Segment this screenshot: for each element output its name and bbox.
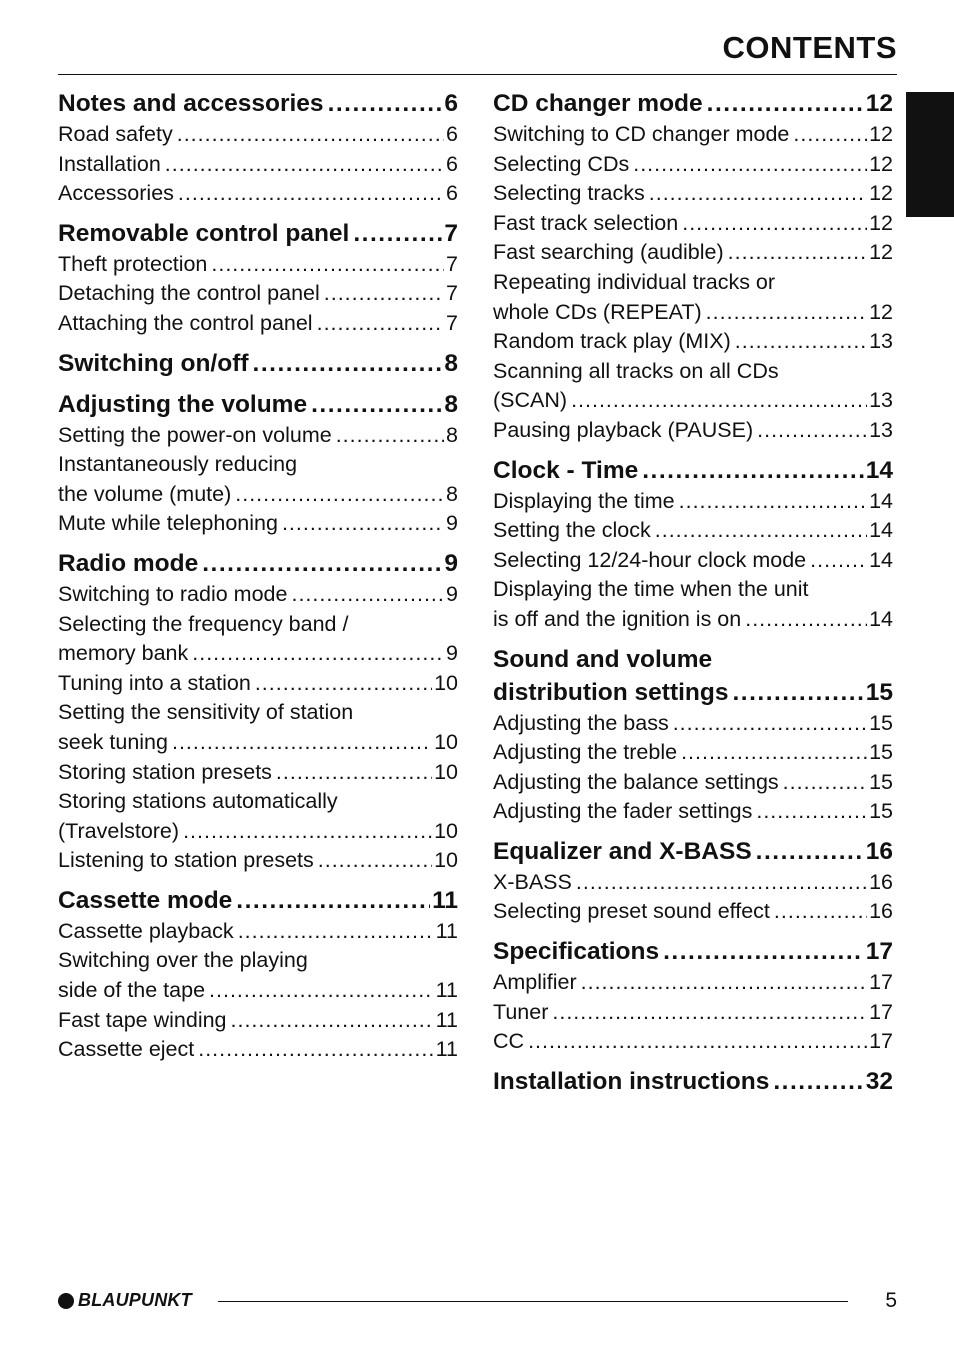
toc-entry[interactable] bbox=[493, 238, 893, 268]
toc-page-number: 12 bbox=[869, 299, 893, 324]
toc-page-number: 11 bbox=[435, 918, 458, 943]
toc-entry[interactable] bbox=[58, 1006, 458, 1036]
section-tab-marker bbox=[906, 92, 954, 217]
toc-entry-title: Theft protection bbox=[58, 251, 208, 276]
dot-leader bbox=[552, 998, 867, 1028]
toc-entry[interactable] bbox=[493, 1027, 893, 1057]
toc-entry-title: Storing station presets bbox=[58, 759, 272, 784]
toc-entry-title: Switching over the playing bbox=[58, 948, 308, 973]
dot-leader bbox=[810, 546, 867, 576]
dot-leader bbox=[581, 968, 867, 998]
toc-entry-title: the volume (mute) bbox=[58, 481, 232, 506]
dot-leader bbox=[231, 1006, 434, 1036]
toc-section[interactable] bbox=[493, 835, 893, 868]
toc-section[interactable] bbox=[58, 388, 458, 421]
page-number: 5 bbox=[885, 1289, 897, 1312]
dot-leader bbox=[649, 179, 867, 209]
toc-page-number: 16 bbox=[869, 869, 893, 894]
toc-page-number: 12 bbox=[869, 240, 893, 265]
dot-leader bbox=[706, 298, 867, 328]
toc-entry-title: Detaching the control panel bbox=[58, 281, 320, 306]
toc-entry[interactable] bbox=[493, 327, 893, 357]
toc-section-title: Equalizer and X-BASS bbox=[493, 837, 752, 865]
dot-leader bbox=[757, 416, 867, 446]
toc-entry-title: Listening to station presets bbox=[58, 848, 314, 873]
toc-entry-title: Adjusting the balance settings bbox=[493, 769, 779, 794]
toc-page-number: 13 bbox=[869, 329, 893, 354]
toc-entry[interactable] bbox=[58, 639, 458, 669]
toc-page-number: 8 bbox=[446, 481, 458, 506]
toc-section-title: Removable control panel bbox=[58, 219, 350, 247]
toc-page-number: 12 bbox=[869, 210, 893, 235]
toc-entry-title: (SCAN) bbox=[493, 388, 568, 413]
dot-leader bbox=[642, 454, 864, 487]
dot-leader bbox=[576, 868, 867, 898]
toc-right-column bbox=[493, 87, 893, 1098]
toc-entry[interactable] bbox=[58, 669, 458, 699]
toc-page-number: 7 bbox=[444, 219, 458, 247]
toc-page-number: 7 bbox=[446, 251, 458, 276]
toc-page-number: 32 bbox=[865, 1067, 893, 1095]
dot-leader bbox=[681, 738, 867, 768]
toc-entry[interactable] bbox=[58, 509, 458, 539]
toc-entry-title: Selecting 12/24-hour clock mode bbox=[493, 547, 807, 572]
toc-entry[interactable] bbox=[58, 610, 458, 640]
toc-page-number: 6 bbox=[444, 90, 458, 117]
toc-entry[interactable] bbox=[58, 150, 458, 180]
dot-leader bbox=[192, 639, 444, 669]
toc-page-number: 10 bbox=[434, 759, 458, 784]
toc-entry-title: Tuning into a station bbox=[58, 670, 251, 695]
dot-leader bbox=[291, 580, 444, 610]
toc-entry-title: Mute while telephoning bbox=[58, 511, 278, 536]
dot-leader bbox=[682, 209, 867, 239]
toc-entry[interactable] bbox=[493, 209, 893, 239]
toc-page-number: 7 bbox=[446, 310, 458, 335]
dot-leader bbox=[211, 250, 444, 280]
toc-page-number: 14 bbox=[869, 488, 893, 513]
toc-section-title: Cassette mode bbox=[58, 886, 233, 914]
toc-entry[interactable] bbox=[58, 250, 458, 280]
dot-leader bbox=[317, 309, 444, 339]
toc-entry-title: Displaying the time when the unit bbox=[493, 577, 809, 602]
toc-entry-title: Adjusting the fader settings bbox=[493, 799, 753, 824]
toc-entry-title: Tuner bbox=[493, 999, 549, 1024]
dot-leader bbox=[756, 835, 864, 868]
toc-entry-title: seek tuning bbox=[58, 729, 168, 754]
toc-entry-title: Switching to CD changer mode bbox=[493, 122, 790, 146]
toc-entry-title: CC bbox=[493, 1029, 525, 1054]
toc-entry-title: Storing stations automatically bbox=[58, 789, 338, 814]
dot-leader bbox=[177, 120, 444, 150]
toc-entry[interactable] bbox=[493, 797, 893, 827]
toc-section[interactable] bbox=[493, 1065, 893, 1098]
toc-entry-title: Setting the power-on volume bbox=[58, 422, 332, 447]
brand-name: BLAUPUNKT bbox=[78, 1290, 192, 1310]
toc-page-number: 14 bbox=[869, 518, 893, 543]
dot-leader bbox=[238, 917, 434, 947]
toc-page-number: 8 bbox=[444, 349, 458, 377]
toc-section[interactable] bbox=[58, 884, 458, 917]
toc-entry-title: whole CDs (REPEAT) bbox=[493, 299, 702, 324]
toc-entry-title: Displaying the time bbox=[493, 488, 675, 513]
toc-page-number: 15 bbox=[869, 799, 893, 824]
dot-leader bbox=[773, 1065, 863, 1098]
toc-section[interactable] bbox=[58, 547, 458, 580]
dot-leader bbox=[236, 884, 430, 917]
toc-page-number: 17 bbox=[869, 999, 893, 1024]
toc-entry-title: Repeating individual tracks or bbox=[493, 269, 776, 294]
toc-page-number: 16 bbox=[869, 899, 893, 924]
toc-section-title: Sound and volume bbox=[493, 645, 713, 673]
dot-leader bbox=[198, 1035, 433, 1065]
toc-entry-title: Cassette eject bbox=[58, 1037, 195, 1062]
toc-entry-title: is off and the ignition is on bbox=[493, 606, 742, 631]
dot-leader bbox=[756, 797, 867, 827]
toc-page-number: 8 bbox=[444, 390, 458, 418]
footer-divider bbox=[218, 1301, 848, 1302]
toc-entry-title: Selecting preset sound effect bbox=[493, 899, 770, 924]
toc-page-number: 16 bbox=[865, 837, 893, 865]
dot-leader bbox=[282, 509, 444, 539]
toc-entry-title: Random track play (MIX) bbox=[493, 329, 731, 354]
toc-page-number: 13 bbox=[869, 417, 893, 442]
toc-entry-title: Fast tape winding bbox=[58, 1007, 227, 1032]
toc-entry-title: Setting the clock bbox=[493, 518, 651, 543]
toc-page-number: 6 bbox=[446, 122, 458, 146]
header-divider bbox=[58, 74, 897, 75]
blaupunkt-logo bbox=[58, 1290, 192, 1311]
dot-leader bbox=[663, 935, 864, 968]
toc-section[interactable] bbox=[493, 87, 893, 120]
toc-section[interactable] bbox=[493, 643, 893, 676]
toc-entry-title: memory bank bbox=[58, 641, 189, 666]
toc-entry[interactable] bbox=[493, 998, 893, 1028]
toc-page-number: 10 bbox=[434, 848, 458, 873]
dot-leader bbox=[793, 120, 867, 150]
dot-leader bbox=[178, 179, 444, 209]
toc-entry-title: Switching to radio mode bbox=[58, 581, 288, 606]
dot-leader bbox=[571, 386, 867, 416]
dot-leader bbox=[732, 676, 863, 709]
toc-page-number: 10 bbox=[434, 729, 458, 754]
toc-page-number: 10 bbox=[434, 670, 458, 695]
toc-page-number: 17 bbox=[869, 970, 893, 995]
toc-section-title: CD changer mode bbox=[493, 90, 703, 117]
toc-entry[interactable] bbox=[58, 279, 458, 309]
toc-page-number: 14 bbox=[869, 547, 893, 572]
toc-section[interactable] bbox=[58, 347, 458, 380]
toc-entry[interactable] bbox=[493, 868, 893, 898]
dot-leader bbox=[311, 388, 442, 421]
toc-entry[interactable] bbox=[493, 298, 893, 328]
toc-entry[interactable] bbox=[493, 897, 893, 927]
dot-leader bbox=[528, 1027, 867, 1057]
toc-entry-title: Accessories bbox=[58, 181, 174, 206]
toc-page-number: 6 bbox=[446, 151, 458, 176]
toc-page-number: 10 bbox=[434, 818, 458, 843]
toc-entry-title: Adjusting the bass bbox=[493, 710, 669, 735]
toc-page-number: 11 bbox=[435, 978, 458, 1003]
toc-entry[interactable] bbox=[493, 179, 893, 209]
dot-leader bbox=[655, 516, 867, 546]
toc-entry[interactable] bbox=[493, 268, 893, 298]
toc-left-column bbox=[58, 87, 458, 1065]
dot-leader bbox=[183, 817, 432, 847]
dot-leader bbox=[253, 347, 443, 380]
toc-entry-title: Instantaneously reducing bbox=[58, 452, 298, 477]
toc-entry-title: X-BASS bbox=[493, 869, 572, 894]
toc-entry[interactable] bbox=[493, 768, 893, 798]
toc-entry[interactable] bbox=[58, 1035, 458, 1065]
toc-entry-title: Installation bbox=[58, 151, 161, 176]
toc-entry-title: Pausing playback (PAUSE) bbox=[493, 417, 754, 442]
toc-page-number: 15 bbox=[869, 769, 893, 794]
toc-entry[interactable] bbox=[493, 575, 893, 605]
toc-entry-title: Setting the sensitivity of station bbox=[58, 700, 354, 725]
dot-leader bbox=[728, 238, 867, 268]
toc-entry[interactable] bbox=[58, 728, 458, 758]
page-footer bbox=[58, 1290, 897, 1314]
toc-entry-title: Fast searching (audible) bbox=[493, 240, 724, 265]
toc-entry-title: Fast track selection bbox=[493, 210, 679, 235]
toc-section[interactable] bbox=[493, 676, 893, 709]
dot-leader bbox=[165, 150, 444, 180]
dot-leader bbox=[276, 758, 432, 788]
toc-entry[interactable] bbox=[493, 709, 893, 739]
toc-entry-title: Adjusting the treble bbox=[493, 740, 678, 765]
toc-page-number: 8 bbox=[446, 422, 458, 447]
toc-section[interactable] bbox=[58, 87, 458, 120]
toc-entry[interactable] bbox=[493, 605, 893, 635]
dot-leader bbox=[353, 217, 442, 250]
toc-page-number: 7 bbox=[446, 281, 458, 306]
toc-section-title: Adjusting the volume bbox=[58, 390, 308, 418]
toc-entry-title: Scanning all tracks on all CDs bbox=[493, 358, 779, 383]
dot-leader bbox=[336, 421, 444, 451]
toc-page-number: 13 bbox=[869, 388, 893, 413]
toc-page-number: 12 bbox=[869, 122, 893, 146]
toc-page-number: 9 bbox=[446, 511, 458, 536]
toc-entry[interactable] bbox=[58, 309, 458, 339]
toc-entry[interactable] bbox=[58, 179, 458, 209]
toc-page-number: 9 bbox=[446, 641, 458, 666]
toc-page-number: 15 bbox=[865, 678, 893, 706]
dot-leader bbox=[633, 150, 867, 180]
toc-entry[interactable] bbox=[493, 357, 893, 387]
toc-section-title: distribution settings bbox=[493, 678, 729, 706]
toc-entry-title: Selecting CDs bbox=[493, 151, 630, 176]
dot-leader bbox=[745, 605, 867, 635]
page-title: CONTENTS bbox=[722, 30, 897, 65]
dot-leader bbox=[318, 846, 432, 876]
toc-entry-title: Cassette playback bbox=[58, 918, 234, 943]
toc-entry-title: Amplifier bbox=[493, 970, 577, 995]
toc-page-number: 14 bbox=[869, 606, 893, 631]
dot-leader bbox=[328, 87, 443, 120]
toc-entry[interactable] bbox=[493, 546, 893, 576]
toc-section[interactable] bbox=[493, 454, 893, 487]
dot-leader bbox=[783, 768, 867, 798]
toc-entry[interactable] bbox=[493, 416, 893, 446]
toc-entry-title: side of the tape bbox=[58, 978, 206, 1003]
toc-entry[interactable] bbox=[493, 386, 893, 416]
toc-section-title: Switching on/off bbox=[58, 349, 249, 377]
dot-leader bbox=[209, 976, 434, 1006]
toc-entry[interactable] bbox=[58, 917, 458, 947]
toc-page-number: 11 bbox=[432, 886, 458, 914]
dot-leader bbox=[172, 728, 432, 758]
toc-entry[interactable] bbox=[58, 421, 458, 451]
toc-entry-title: Selecting the frequency band / bbox=[58, 611, 349, 636]
toc-section-title: Notes and accessories bbox=[58, 90, 324, 117]
dot-leader bbox=[679, 487, 867, 517]
dot-leader bbox=[324, 279, 444, 309]
logo-dot-icon bbox=[58, 1293, 74, 1309]
toc-page-number: 9 bbox=[444, 549, 458, 577]
toc-entry[interactable] bbox=[493, 968, 893, 998]
toc-page-number: 17 bbox=[865, 938, 893, 966]
toc-entry[interactable] bbox=[58, 480, 458, 510]
toc-page-number: 14 bbox=[865, 456, 893, 484]
dot-leader bbox=[235, 480, 444, 510]
toc-entry[interactable] bbox=[493, 516, 893, 546]
toc-section-title: Installation instructions bbox=[493, 1067, 770, 1095]
toc-section-title: Radio mode bbox=[58, 549, 199, 577]
dot-leader bbox=[202, 547, 442, 580]
toc-entry[interactable] bbox=[493, 487, 893, 517]
toc-entry-title: (Travelstore) bbox=[58, 818, 180, 843]
toc-page-number: 12 bbox=[869, 181, 893, 206]
toc-section-title: Clock - Time bbox=[493, 456, 639, 484]
toc-page-number: 17 bbox=[869, 1029, 893, 1054]
toc-page-number: 6 bbox=[446, 181, 458, 206]
toc-entry[interactable] bbox=[58, 580, 458, 610]
toc-section[interactable] bbox=[493, 935, 893, 968]
dot-leader bbox=[707, 87, 864, 120]
toc-entry[interactable] bbox=[58, 758, 458, 788]
toc-entry[interactable] bbox=[493, 738, 893, 768]
dot-leader bbox=[774, 897, 867, 927]
toc-entry[interactable] bbox=[58, 450, 458, 480]
toc-page-number: 15 bbox=[869, 740, 893, 765]
toc-page-number: 11 bbox=[435, 1037, 458, 1062]
toc-entry[interactable] bbox=[58, 817, 458, 847]
toc-page-number: 15 bbox=[869, 710, 893, 735]
dot-leader bbox=[673, 709, 867, 739]
toc-entry-title: Attaching the control panel bbox=[58, 310, 313, 335]
toc-entry[interactable] bbox=[58, 698, 458, 728]
toc-section[interactable] bbox=[58, 217, 458, 250]
toc-entry[interactable] bbox=[493, 150, 893, 180]
toc-page-number: 12 bbox=[869, 151, 893, 176]
toc-section-title: Specifications bbox=[493, 938, 660, 966]
toc-page-number: 12 bbox=[865, 90, 893, 117]
toc-entry[interactable] bbox=[58, 120, 458, 150]
toc-entry[interactable] bbox=[58, 846, 458, 876]
toc-entry-title: Road safety bbox=[58, 122, 173, 146]
toc-entry[interactable] bbox=[493, 120, 893, 150]
toc-entry[interactable] bbox=[58, 787, 458, 817]
toc-entry-title: Selecting tracks bbox=[493, 181, 645, 206]
toc-page-number: 9 bbox=[446, 581, 458, 606]
dot-leader bbox=[735, 327, 867, 357]
dot-leader bbox=[255, 669, 432, 699]
toc-entry[interactable] bbox=[58, 976, 458, 1006]
toc-page-number: 11 bbox=[435, 1007, 458, 1032]
toc-entry[interactable] bbox=[58, 946, 458, 976]
